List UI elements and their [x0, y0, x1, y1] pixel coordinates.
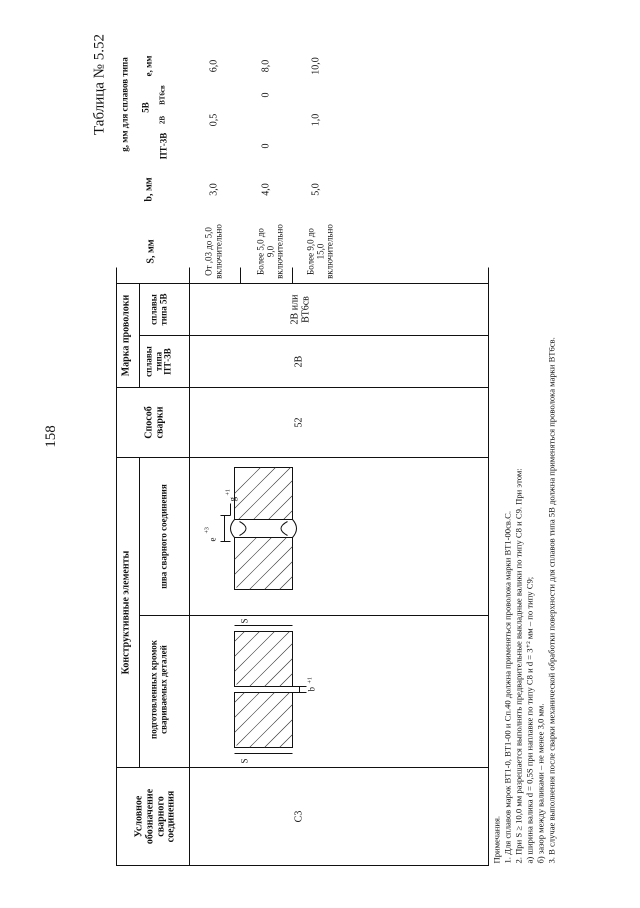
- label-s-left: S: [239, 758, 250, 764]
- page-number: 158: [42, 425, 59, 448]
- header-b: b, мм: [143, 177, 155, 202]
- note-0: Примечания.: [491, 815, 502, 864]
- label-e: e: [207, 537, 218, 542]
- note-5: 3. В случае выполнения после сварки механической обработки поверхности для сплавов типа 5В должна применяться проволока марки ВТ6св.: [546, 337, 557, 864]
- cell-b-3: 5,0: [310, 183, 322, 196]
- cell-g-vt6: 0: [260, 92, 272, 98]
- header-alloys-5v: сплавы типа 5В: [148, 293, 169, 326]
- header-elements: Конструктивные элементы: [120, 550, 132, 675]
- header-wire-2v: 2В: [158, 115, 167, 125]
- label-e-tol: +3: [204, 527, 211, 534]
- header-5v: 5В: [140, 102, 151, 113]
- cell-b-2: 4,0: [260, 183, 272, 196]
- label-b-tol: +1: [307, 677, 314, 684]
- table-title: Таблица № 5.52: [91, 34, 108, 135]
- header-condition: Условное обозначение сварного соединения: [133, 788, 177, 845]
- note-3: а) ширина валика d = 0,5S при наплавке по типу С8 и d = 3⁺² мм – по типу С9;: [524, 576, 535, 864]
- cell-wire-5v: 2В или ВТ6св: [289, 294, 312, 325]
- cell-e-2: 8,0: [260, 59, 272, 73]
- cell-g-2v: 0,5: [208, 113, 220, 127]
- cell-wire-pt3v: 2В: [293, 355, 305, 368]
- header-weld-seam: шва сварного соединения: [158, 484, 169, 589]
- header-wire-grade: Марка проволоки: [120, 294, 132, 377]
- label-g: g: [227, 497, 238, 502]
- cell-g-pt3v: 0: [260, 143, 272, 149]
- header-prepared-edges: подготовленных кромок свариваемых деталей: [148, 640, 169, 739]
- header-method: Способ сварки: [143, 406, 166, 439]
- cell-g-2v-b: 1,0: [310, 113, 322, 127]
- edges-drawing: [235, 626, 307, 754]
- label-g-tol: +1: [225, 489, 232, 496]
- note-4: б) зазор между валиками – не менее 3,0 мм.: [535, 703, 546, 864]
- cell-e-3: 10,0: [310, 57, 322, 75]
- header-e: e, мм: [143, 55, 154, 77]
- label-s-right: S: [239, 618, 250, 624]
- cell-b-1: 3,0: [208, 183, 220, 196]
- cell-s-3: Более 9,0 до 15,0 включительно: [305, 224, 335, 279]
- cell-e-1: 6,0: [208, 59, 220, 73]
- rotated-table: [0, 3, 635, 908]
- cell-method: 52: [293, 417, 305, 428]
- weld-drawing: [221, 468, 297, 590]
- note-1: 1. Для сплавов марок ВТ1-0, ВТ1-00 и Сп.40 должна применяться проволока марки ВТ1-00св.С.: [502, 511, 513, 864]
- header-g: g, мм для сплавов типа: [119, 57, 130, 152]
- header-wire-vt6sv: ВТ6св: [158, 85, 167, 105]
- header-alloys-pt3v: сплавы типа ПТ-3В: [143, 346, 173, 377]
- header-pt3v: ПТ-3В: [158, 132, 169, 160]
- cell-s-1: От ,03 до 5,0 включительно: [203, 224, 224, 279]
- cell-condition: С3: [293, 810, 305, 823]
- label-b: b: [306, 687, 317, 692]
- cell-s-2: Более 5,0 до 9,0 включительно: [255, 224, 285, 279]
- note-2: 2. При S ≥ 10,0 мм разрешается выполнять предварительные выкладные валики по типу С8 и С9. При этом:: [513, 468, 524, 864]
- header-s: S, мм: [145, 239, 157, 264]
